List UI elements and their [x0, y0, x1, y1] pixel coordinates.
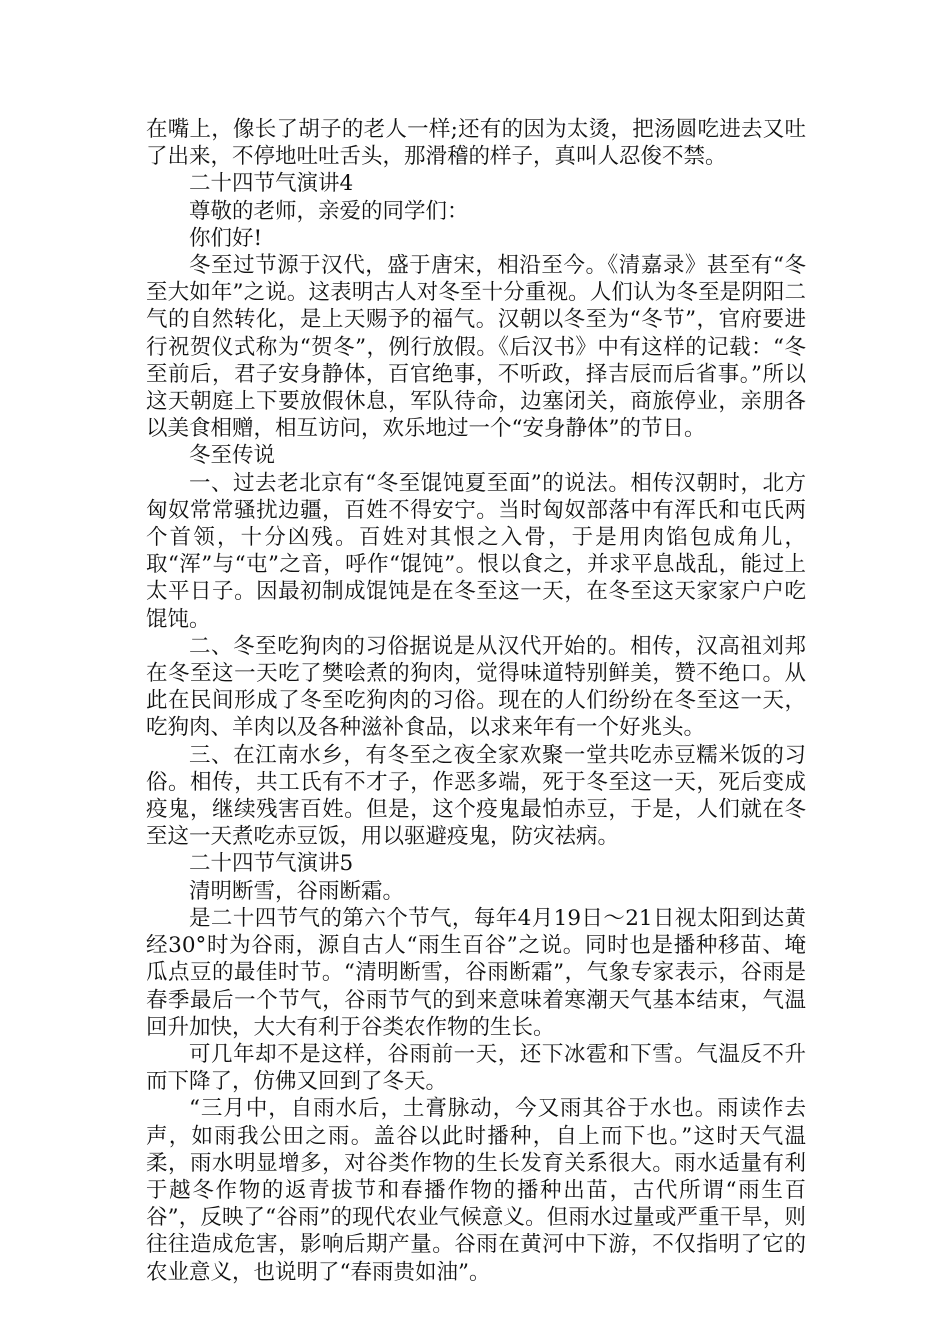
greeting-teachers: 尊敬的老师，亲爱的同学们：	[189, 198, 469, 224]
paragraph-winter-solstice-origin: 冬至过节源于汉代，盛于唐宋，相沿至今。《清嘉录》甚至有“冬至大如年”之说。这表明古人对冬至十分重视。人们认为冬至是阴阳二气的自然转化，是上天赐予的福气。汉朝以冬至为“冬节”，官府要进行祝贺仪式称为“贺冬”，例行放假。《后汉书》中有这样的记载：“冬至前后，君子安身静体，百官绝事，不听政，择吉辰而后省事。”所以这天朝庭上下要放假休息，军队待命，边塞闭关，商旅停业，亲朋各以美食相赠，相互访问，欢乐地过一个“安身静体”的节日。	[146, 253, 806, 442]
heading-speech-5: 二十四节气演讲5	[189, 851, 354, 877]
paragraph-legend-1: 一、过去老北京有“冬至馄饨夏至面”的说法。相传汉朝时，北方匈奴常常骚扰边疆，百姓不得安宁。当时匈奴部落中有浑氏和屯氏两个首领，十分凶残。百姓对其恨之入骨，于是用肉馅包成角儿，取“浑”与“屯”之音，呼作“馄饨”。恨以食之，并求平息战乱，能过上太平日子。因最初制成馄饨是在冬至这一天，在冬至这天家家户户吃馄饨。	[146, 470, 806, 632]
heading-winter-solstice-legends: 冬至传说	[189, 443, 276, 469]
document-page	[146, 116, 806, 1286]
paragraph-legend-3: 三、在江南水乡，有冬至之夜全家欢聚一堂共吃赤豆糯米饭的习俗。相传，共工氏有不才子，作恶多端，死于冬至这一天，死后变成疫鬼，继续残害百姓。但是，这个疫鬼最怕赤豆，于是，人们就在冬至这一天煮吃赤豆饭，用以驱避疫鬼，防灾祛病。	[146, 742, 806, 850]
paragraph-grain-rain-meaning: “三月中，自雨水后，土膏脉动，今又雨其谷于水也。雨读作去声，如雨我公田之雨。盖谷以此时播种，自上而下也。”这时天气温柔，雨水明显增多，对谷类作物的生长发育关系很大。雨水适量有利于越冬作物的返青拔节和春播作物的播种出苗，古代所谓“雨生百谷”，反映了“谷雨”的现代农业气候意义。但雨水过量或严重干旱，则往往造成危害，影响后期产量。谷雨在黄河中下游，不仅指明了它的农业意义，也说明了“春雨贵如油”。	[146, 1096, 806, 1285]
heading-speech-4: 二十四节气演讲4	[189, 171, 354, 197]
paragraph-grain-rain-weather: 可几年却不是这样，谷雨前一天，还下冰雹和下雪。气温反不升而下降了，仿佛又回到了冬天。	[146, 1041, 806, 1095]
paragraph-continuation: 在嘴上，像长了胡子的老人一样;还有的因为太烫，把汤圆吃进去又吐了出来，不停地吐吐舌头，那滑稽的样子，真叫人忍俊不禁。	[146, 117, 806, 170]
paragraph-legend-2: 二、冬至吃狗肉的习俗据说是从汉代开始的。相传，汉高祖刘邦在冬至这一天吃了樊哙煮的狗肉，觉得味道特别鲜美，赞不绝口。从此在民间形成了冬至吃狗肉的习俗。现在的人们纷纷在冬至这一天，吃狗肉、羊肉以及各种滋补食品，以求来年有一个好兆头。	[146, 633, 806, 741]
paragraph-grain-rain-intro: 是二十四节气的第六个节气，每年4月19日～21日视太阳到达黄经30°时为谷雨，源自古人“雨生百谷”之说。同时也是播种移苗、埯瓜点豆的最佳时节。“清明断雪，谷雨断霜”，气象专家表示，谷雨是春季最后一个节气，谷雨节气的到来意味着寒潮天气基本结束，气温回升加快，大大有利于谷类农作物的生长。	[146, 905, 806, 1040]
greeting-hello: 你们好!	[189, 225, 263, 251]
paragraph-proverb: 清明断雪，谷雨断霜。	[189, 878, 405, 904]
